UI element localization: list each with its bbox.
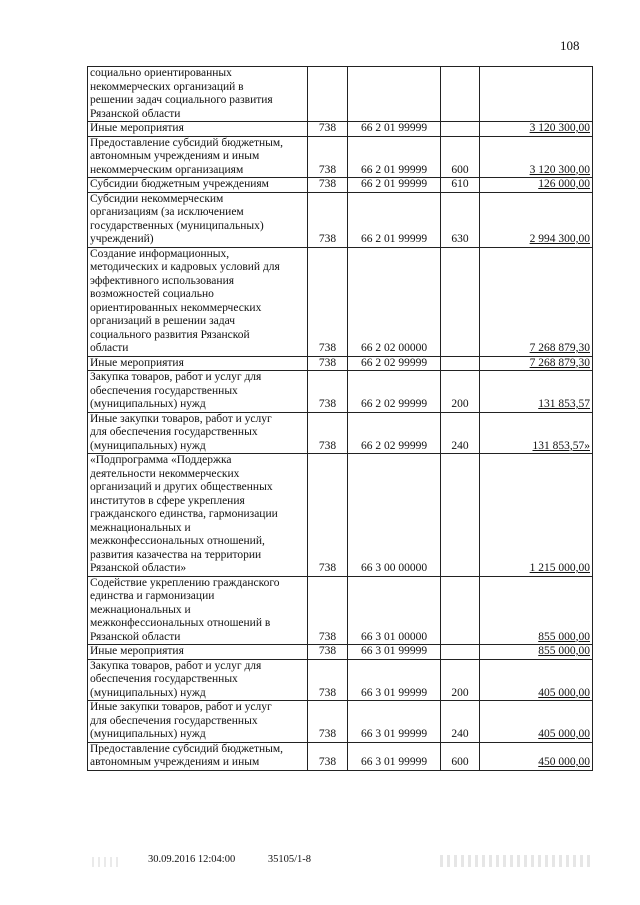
row-type-cell	[441, 645, 480, 660]
row-classifier-cell: 66 2 02 99999	[348, 412, 441, 454]
amount-value: 7 268 879,30	[529, 342, 590, 354]
row-amount-cell	[480, 576, 593, 645]
row-name-cell: Субсидии некоммерческим организациям (за исключением государственных (муниципальных) учреждений)	[88, 192, 308, 247]
table-row	[88, 659, 593, 701]
amount-value: 3 120 300,00	[529, 163, 590, 176]
amount-value: 3 120 300,00	[529, 122, 590, 134]
row-type-cell	[441, 247, 480, 356]
row-type-cell	[441, 122, 480, 137]
row-code-cell: 738	[308, 659, 348, 701]
amount-value: 2 994 300,00	[529, 233, 590, 245]
table-row	[88, 247, 593, 356]
row-amount-cell	[480, 742, 593, 770]
amount-value: 450 000,00	[538, 756, 590, 768]
row-type-cell: 200	[441, 371, 480, 413]
row-classifier-cell: 66 2 01 99999	[348, 122, 441, 137]
row-code-cell: 738	[308, 645, 348, 660]
row-classifier-cell: 66 2 01 99999	[348, 192, 441, 247]
table-row	[88, 742, 593, 770]
row-type-cell: 240	[441, 701, 480, 743]
row-type-cell: 630	[441, 192, 480, 247]
amount-value: 855 000,00	[538, 645, 590, 657]
row-type-cell: 600	[441, 136, 480, 178]
row-classifier-cell: 66 2 01 99999	[348, 178, 441, 193]
row-code-cell	[308, 67, 348, 122]
amount-value: 1 215 000,00	[529, 562, 590, 574]
row-code-cell: 738	[308, 576, 348, 645]
row-name-cell: «Подпрограмма «Поддержка деятельности некоммерческих организаций и других общественных институтов в сфере укрепления гражданского единства, гармонизации межнациональных и межконфессиональных отношений, развития казачества на территории Рязанской области»	[88, 454, 308, 577]
row-amount-cell	[480, 645, 593, 660]
row-amount-cell	[480, 356, 593, 371]
row-classifier-cell	[348, 67, 441, 122]
amount-value: 405 000,00	[538, 728, 590, 740]
scan-artifact-left	[92, 857, 120, 867]
amount-value: 405 000,00	[538, 686, 590, 699]
budget-table-body	[88, 67, 593, 771]
row-classifier-cell: 66 2 02 00000	[348, 247, 441, 356]
table-row	[88, 192, 593, 247]
row-code-cell: 738	[308, 356, 348, 371]
row-type-cell	[441, 67, 480, 122]
row-classifier-cell: 66 3 01 99999	[348, 701, 441, 743]
table-row	[88, 122, 593, 137]
table-row	[88, 701, 593, 743]
row-code-cell: 738	[308, 192, 348, 247]
footer-doc-id: 35105/1-8	[267, 854, 312, 865]
amount-value: 131 853,57»	[532, 439, 590, 452]
row-name-cell: Субсидии бюджетным учреждениям	[88, 178, 308, 193]
amount-value: 7 268 879,30	[529, 356, 590, 369]
table-row	[88, 178, 593, 193]
row-name-cell: Иные закупки товаров, работ и услуг для обеспечения государственных (муниципальных) нужд	[88, 701, 308, 743]
row-amount-cell	[480, 247, 593, 356]
row-amount-cell	[480, 371, 593, 413]
table-row	[88, 67, 593, 122]
row-code-cell: 738	[308, 742, 348, 770]
row-amount-cell	[480, 701, 593, 743]
table-row	[88, 576, 593, 645]
row-classifier-cell: 66 3 01 99999	[348, 645, 441, 660]
row-code-cell: 738	[308, 178, 348, 193]
row-amount-cell	[480, 67, 593, 122]
page-number: 108	[560, 38, 580, 53]
document-footer	[148, 854, 341, 865]
row-amount-cell	[480, 659, 593, 701]
row-name-cell: Создание информационных, методических и кадровых условий для эффективного использования возможностей социально ориентированных некоммерческих организаций в решении задач социального развития Рязанской области	[88, 247, 308, 356]
row-classifier-cell: 66 3 01 99999	[348, 659, 441, 701]
row-name-cell: Иные мероприятия	[88, 645, 308, 660]
row-classifier-cell: 66 2 02 99999	[348, 356, 441, 371]
row-name-cell: Иные мероприятия	[88, 122, 308, 137]
row-name-cell: Содействие укреплению гражданского единства и гармонизации межнациональных и межконфессиональных отношений в Рязанской области	[88, 576, 308, 645]
row-name-cell: Закупка товаров, работ и услуг для обеспечения государственных (муниципальных) нужд	[88, 371, 308, 413]
row-type-cell: 200	[441, 659, 480, 701]
row-type-cell	[441, 454, 480, 577]
row-code-cell: 738	[308, 136, 348, 178]
row-amount-cell	[480, 178, 593, 193]
table-row	[88, 645, 593, 660]
row-type-cell: 240	[441, 412, 480, 454]
table-row	[88, 136, 593, 178]
amount-value: 131 853,57	[538, 398, 590, 410]
row-name-cell: Иные мероприятия	[88, 356, 308, 371]
row-classifier-cell: 66 3 00 00000	[348, 454, 441, 577]
scan-artifact-right	[440, 855, 590, 867]
row-code-cell: 738	[308, 412, 348, 454]
row-code-cell: 738	[308, 247, 348, 356]
row-type-cell	[441, 576, 480, 645]
row-amount-cell	[480, 122, 593, 137]
table-row	[88, 356, 593, 371]
amount-value: 855 000,00	[538, 630, 590, 643]
row-name-cell: Предоставление субсидий бюджетным, автономным учреждениям и иным	[88, 742, 308, 770]
row-name-cell: Иные закупки товаров, работ и услуг для обеспечения государственных (муниципальных) нужд	[88, 412, 308, 454]
row-name-cell: Предоставление субсидий бюджетным, автономным учреждениям и иным некоммерческим организациям	[88, 136, 308, 178]
row-classifier-cell: 66 3 01 00000	[348, 576, 441, 645]
row-type-cell	[441, 356, 480, 371]
budget-table	[87, 66, 593, 771]
row-code-cell: 738	[308, 454, 348, 577]
row-name-cell: социально ориентированных некоммерческих организаций в решении задач социального развития Рязанской области	[88, 67, 308, 122]
row-amount-cell	[480, 412, 593, 454]
row-classifier-cell: 66 2 01 99999	[348, 136, 441, 178]
row-classifier-cell: 66 2 02 99999	[348, 371, 441, 413]
row-amount-cell	[480, 192, 593, 247]
row-code-cell: 738	[308, 371, 348, 413]
row-amount-cell	[480, 136, 593, 178]
table-row	[88, 412, 593, 454]
row-code-cell: 738	[308, 701, 348, 743]
table-row	[88, 454, 593, 577]
row-amount-cell	[480, 454, 593, 577]
row-type-cell: 610	[441, 178, 480, 193]
row-type-cell: 600	[441, 742, 480, 770]
amount-value: 126 000,00	[538, 178, 590, 190]
footer-datetime: 30.09.2016 12:04:00	[148, 854, 236, 865]
row-code-cell: 738	[308, 122, 348, 137]
row-classifier-cell: 66 3 01 99999	[348, 742, 441, 770]
row-name-cell: Закупка товаров, работ и услуг для обеспечения государственных (муниципальных) нужд	[88, 659, 308, 701]
table-row	[88, 371, 593, 413]
